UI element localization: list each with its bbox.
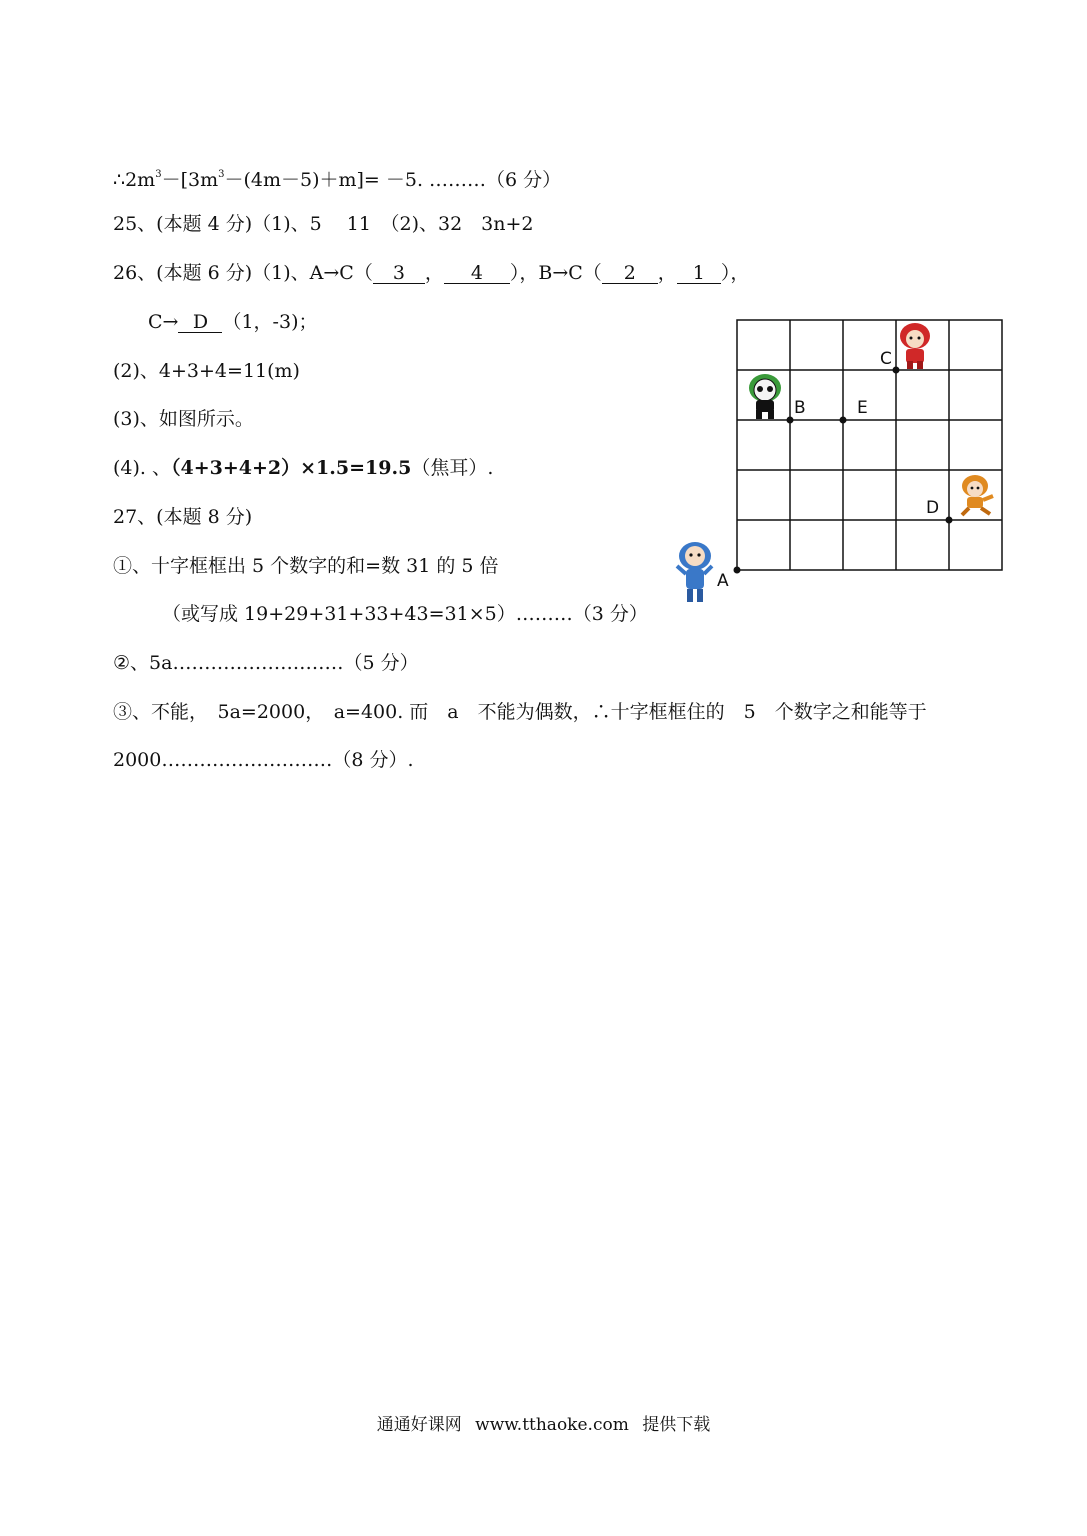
part4-unit: （焦耳）. [411, 457, 494, 479]
formula-exponent-2: 3 [218, 169, 225, 180]
blank-a-c-x: 3 [373, 263, 425, 284]
answer-26-tail: ）， [720, 262, 750, 284]
c-arrow: C→ [148, 311, 179, 333]
grid-lines [737, 320, 1002, 570]
coordinate-grid-figure [0, 0, 1087, 640]
answer-26-part2: (2)、4+3+4=11(m) [113, 360, 300, 382]
answer-25: 25、(本题 4 分)（1)、5 11 （2)、32 3n+2 [113, 213, 534, 235]
blank-b-c-x: 2 [602, 263, 658, 284]
answer-26-part3: (3)、如图所示。 [113, 408, 254, 430]
point-label-d: D [926, 498, 940, 518]
formula-exponent-1: 3 [155, 169, 162, 180]
separator: ， [657, 262, 677, 284]
separator: ， [424, 262, 444, 284]
point-label-c: C [880, 349, 892, 369]
answer-27-part3: ③、不能， 5a=2000， a=400. 而 a 不能为偶数，∴十字框框住的 5 个数字之和能等于 [113, 701, 927, 723]
footer-download-text: 提供下载 [642, 1415, 711, 1435]
answer-27-part3-cont: 2000………………………（8 分）. [113, 749, 414, 771]
answer-27-part1-alt: （或写成 19+29+31+33+43=31×5）………（3 分） [162, 603, 648, 625]
formula-rest: －(4m－5)＋m]= －5. ………（6 分） [224, 169, 562, 191]
point-label-a: A [717, 571, 729, 591]
point-label-e: E [857, 398, 868, 418]
blank-c-target: D [178, 312, 222, 333]
footer-url[interactable]: www.tthaoke.com [475, 1415, 629, 1435]
answer-27: 27、(本题 8 分) [113, 506, 253, 528]
formula-prefix: ∴2m [113, 169, 156, 191]
mascot-blue-icon [677, 542, 712, 602]
footer-site-name: 通通好课网 [376, 1415, 462, 1435]
part4-head: (4). 、 [113, 457, 171, 479]
page-footer [0, 1410, 1087, 1435]
answer-27-part2: ②、5a………………………（5 分） [113, 652, 419, 674]
mascot-red-icon [900, 323, 930, 369]
point-label-b: B [794, 398, 806, 418]
answer-27-part1: ①、十字框框出 5 个数字的和=数 31 的 5 倍 [113, 555, 499, 577]
mascot-panda-icon [749, 374, 781, 419]
c-coords: （1，-3)； [222, 311, 318, 333]
blank-b-c-y: 1 [677, 263, 721, 284]
blank-a-c-y: 4 [444, 263, 510, 284]
answer-26-mid: ），B→C（ [509, 262, 602, 284]
part4-expression: （4+3+4+2）×1.5=19.5 [171, 457, 412, 479]
answer-26-head: 26、(本题 6 分)（1)、A→C（ [113, 262, 373, 284]
formula-middle: －[3m [161, 169, 219, 191]
mascot-orange-icon [962, 475, 993, 515]
